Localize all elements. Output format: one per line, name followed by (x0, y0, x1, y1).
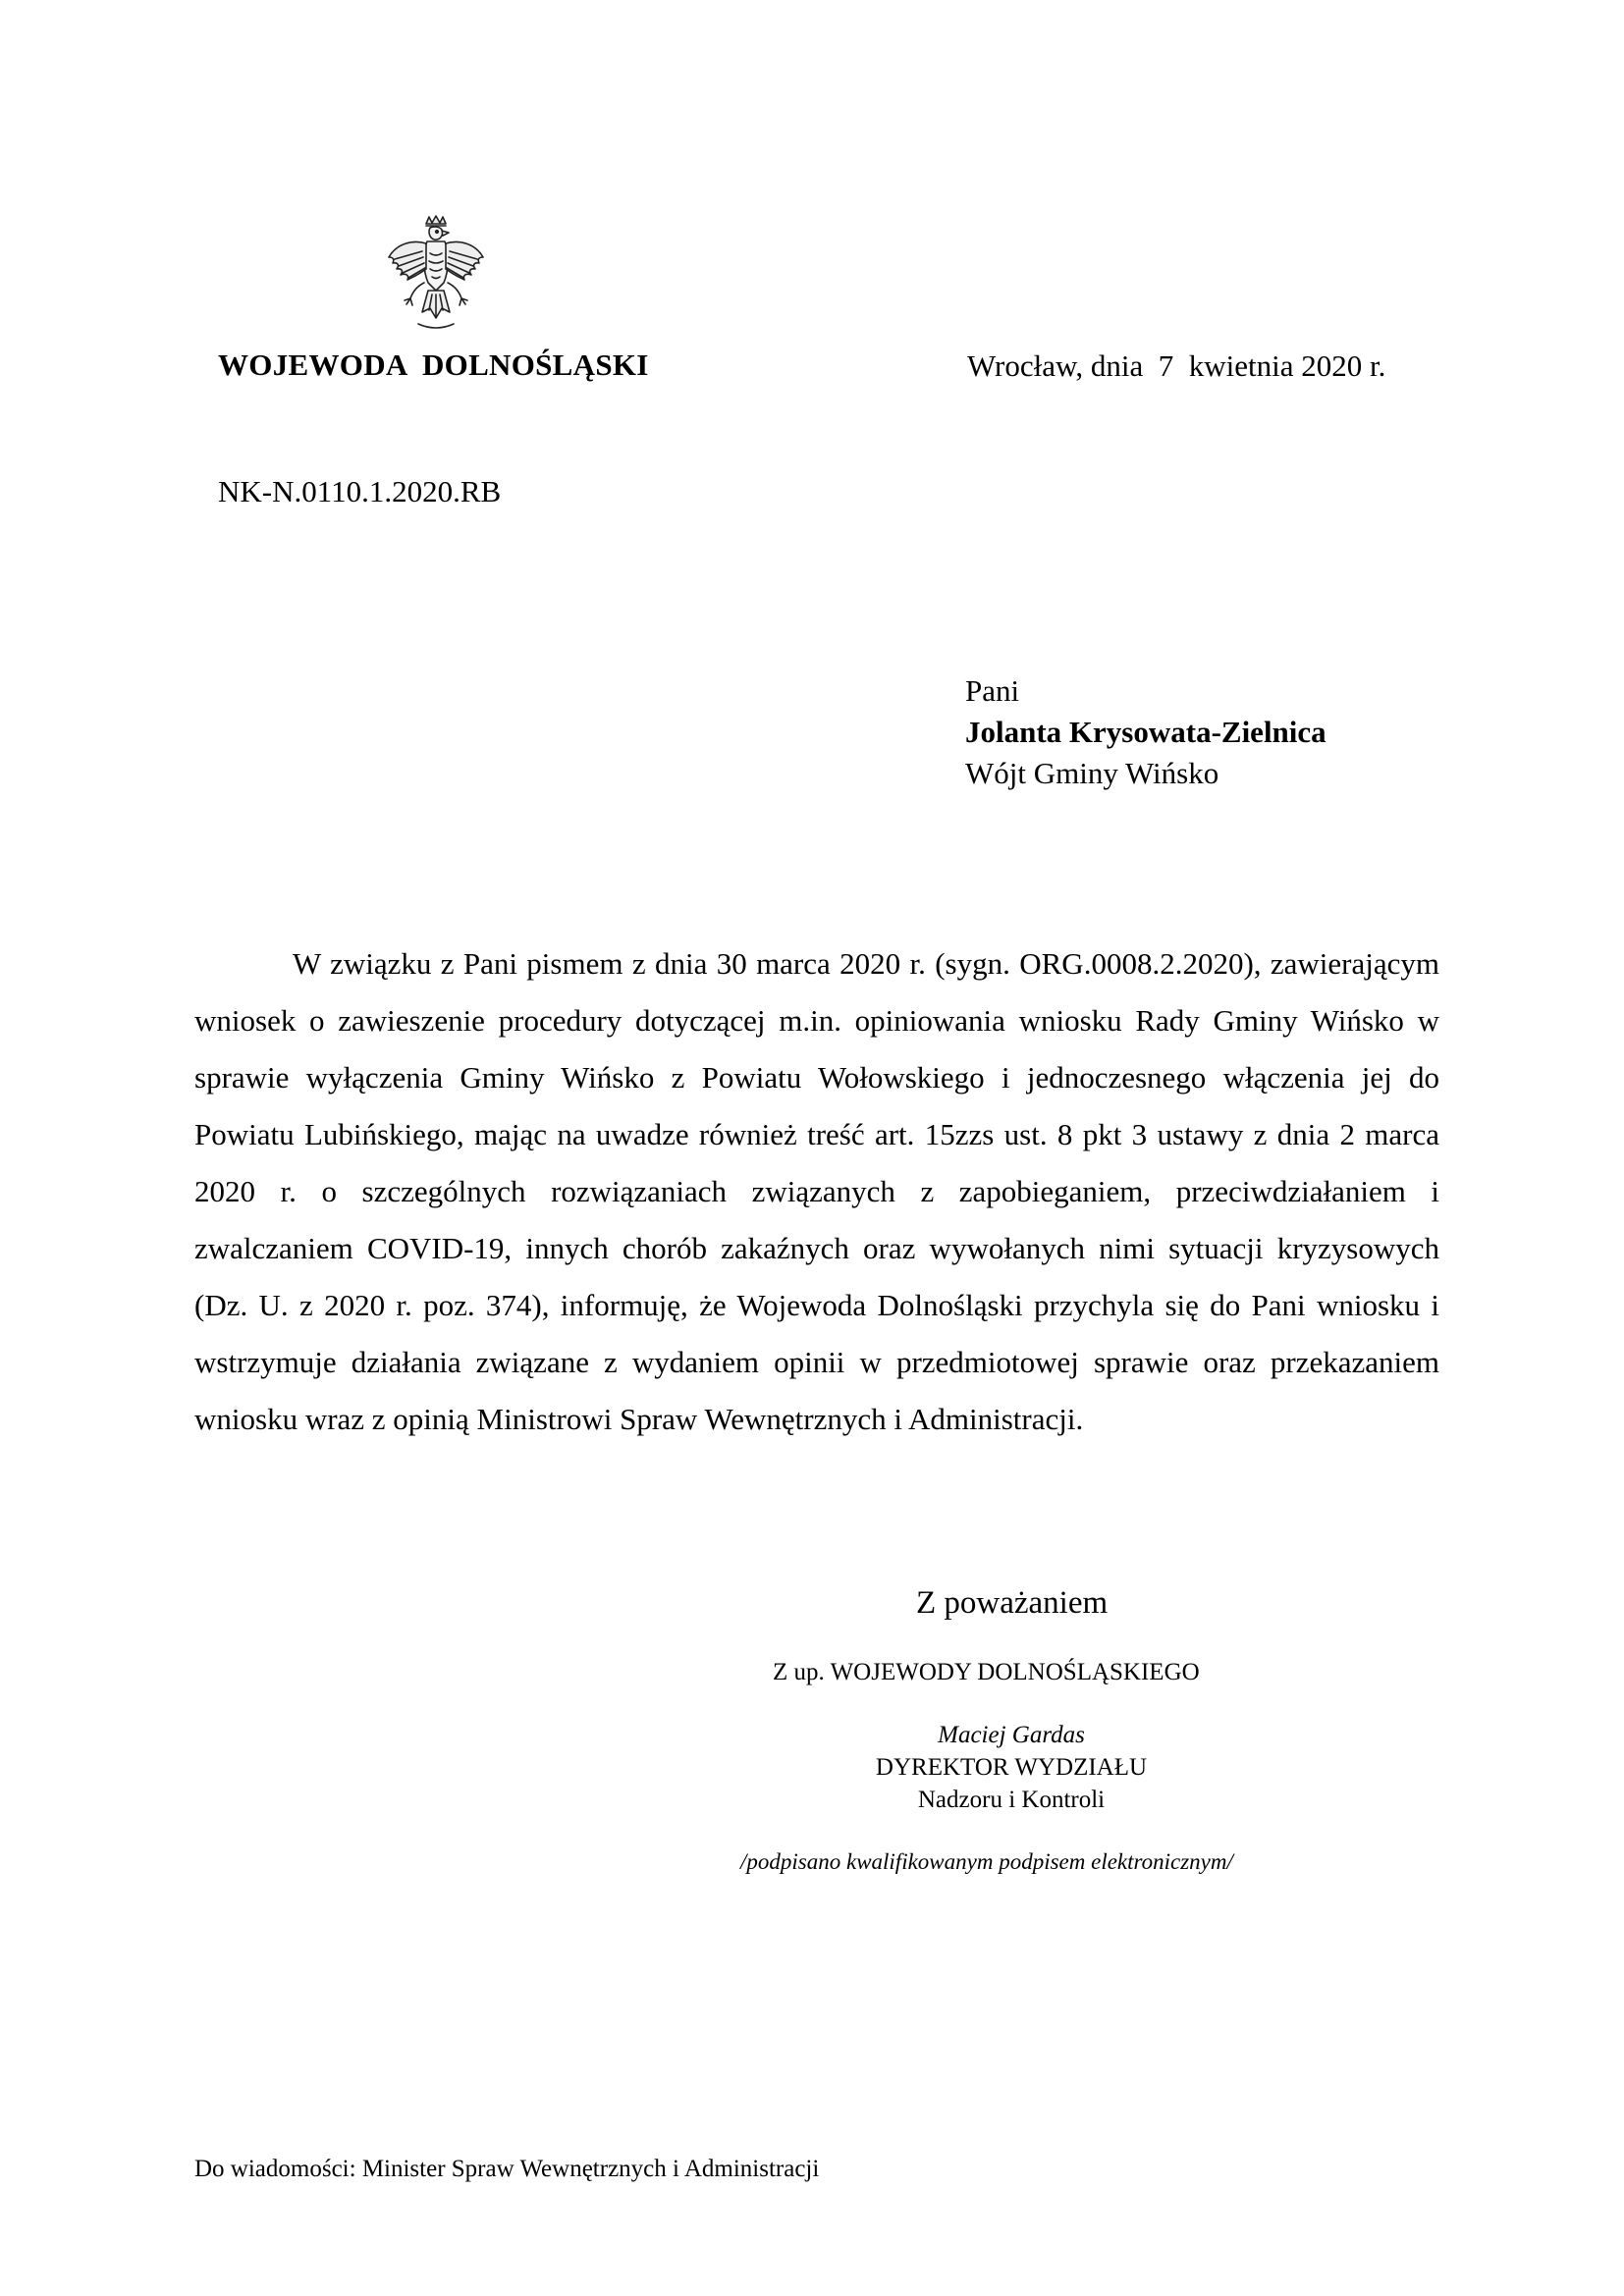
recipient-block (965, 670, 1326, 794)
recipient-salutation: Pani (965, 673, 1020, 708)
signer-title: DYREKTOR WYDZIAŁU (875, 1754, 1148, 1781)
letter-body (194, 935, 1439, 1448)
signature-block (766, 1719, 1257, 1816)
issuer-heading: WOJEWODA DOLNOŚLĄSKI (218, 347, 649, 382)
reference-number: NK-N.0110.1.2020.RB (218, 474, 502, 508)
signer-department: Nadzoru i Kontroli (917, 1787, 1106, 1813)
electronic-signature-note: /podpisano kwalifikowanym podpisem elektronicznym/ (740, 1849, 1233, 1874)
signer-name: Maciej Gardas (938, 1722, 1085, 1748)
polish-eagle-emblem-icon (383, 214, 489, 334)
recipient-position: Wójt Gminy Wińsko (965, 756, 1219, 790)
carbon-copy-note: Do wiadomości: Minister Spraw Wewnętrznych i Administracji (194, 2156, 820, 2182)
recipient-name: Jolanta Krysowata-Zielnica (965, 715, 1326, 749)
closing-greeting: Z poważaniem (916, 1585, 1109, 1621)
signing-authority: Z up. WOJEWODY DOLNOŚLĄSKIEGO (773, 1659, 1200, 1685)
place-and-date: Wrocław, dnia 7 kwietnia 2020 r. (967, 348, 1386, 383)
body-paragraph: W związku z Pani pismem z dnia 30 marca 2020 r. (sygn. ORG.0008.2.2020), zawierającym wniosek o zawieszenie procedury dotyczącej m.in. opiniowania wniosku Rady Gminy Wińsko w sprawie wyłączenia Gminy Wińsko z Powiatu Wołowskiego i jednoczesnego włączenia jej do Powiatu Lubińskiego, mając na uwadze również treść art. 15zzs ust. 8 pkt 3 ustawy z dnia 2 marca 2020 r. o szczególnych rozwiązaniach związanych z zapobieganiem, przeciwdziałaniem i zwalczaniem COVID-19, innych chorób zakaźnych oraz wywołanych nimi sytuacji kryzysowych (Dz. U. z 2020 r. poz. 374), informuję, że Wojewoda Dolnośląski przychyla się do Pani wniosku i wstrzymuje działania związane z wydaniem opinii w przedmiotowej sprawie oraz przekazaniem wniosku wraz z opinią Ministrowi Spraw Wewnętrznych i Administracji. (194, 946, 1439, 1436)
